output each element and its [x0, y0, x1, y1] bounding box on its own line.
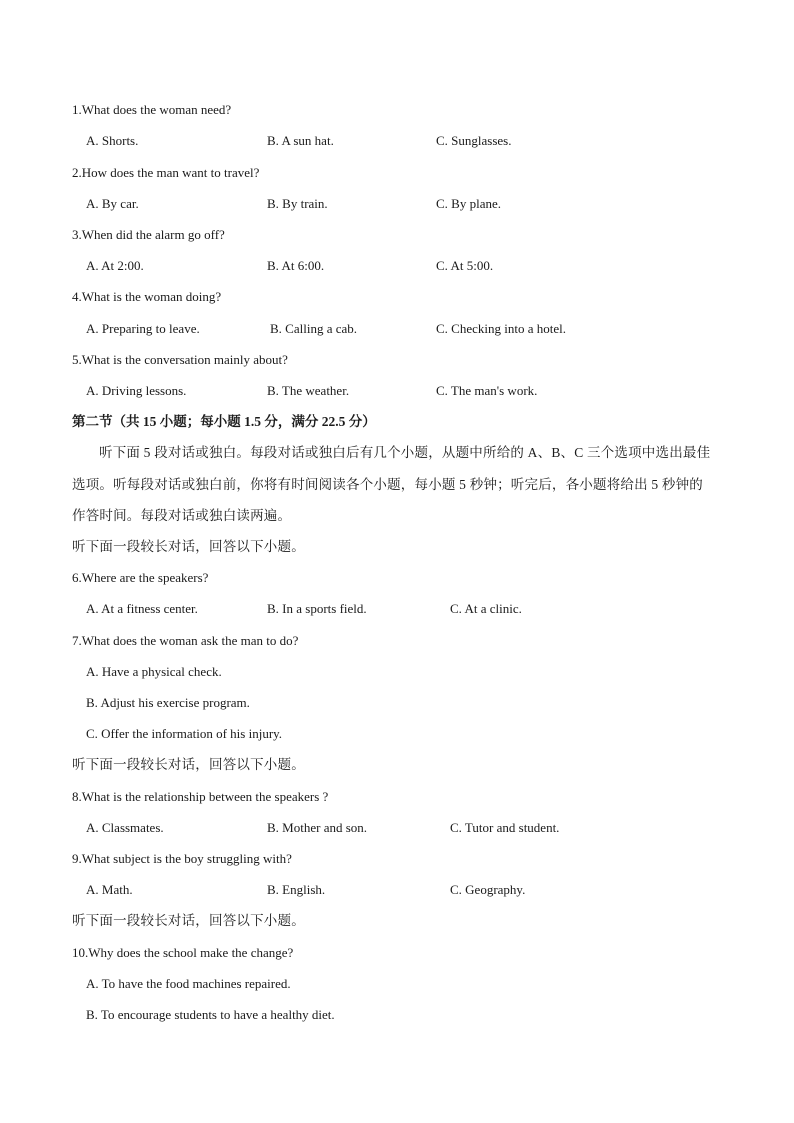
listen-prompt-2: 听下面一段较长对话，回答以下小题。: [72, 757, 305, 772]
q1-option-a: A. Shorts.: [86, 133, 139, 148]
q7-option-c: C. Offer the information of his injury.: [86, 726, 283, 741]
question-7: 7.What does the woman ask the man to do?: [72, 633, 299, 648]
q10-option-b: B. To encourage students to have a healthy diet.: [86, 1007, 335, 1022]
q2-option-a: A. By car.: [86, 196, 139, 211]
instructions-line-3: 作答时间。每段对话或独白读两遍。: [72, 508, 292, 523]
q7-option-b: B. Adjust his exercise program.: [86, 695, 250, 710]
q10-option-a: A. To have the food machines repaired.: [86, 976, 291, 991]
q9-option-c: C. Geography.: [450, 882, 526, 897]
q9-option-a: A. Math.: [86, 882, 133, 897]
instructions-line-1: 听下面 5 段对话或独白。每段对话或独白后有几个小题，从题中所给的 A、B、C 三个选项中选出最佳: [99, 445, 711, 460]
q5-option-a: A. Driving lessons.: [86, 383, 187, 398]
q1-option-b: B. A sun hat.: [267, 133, 334, 148]
q5-option-b: B. The weather.: [267, 383, 350, 398]
q4-option-a: A. Preparing to leave.: [86, 321, 200, 336]
q2-option-c: C. By plane.: [436, 196, 501, 211]
listen-prompt-3: 听下面一段较长对话，回答以下小题。: [72, 913, 305, 928]
instructions-line-2: 选项。听每段对话或独白前，你将有时间阅读各个小题，每小题 5 秒钟；听完后，各小题将给出 5 秒钟的: [72, 477, 703, 492]
q8-option-a: A. Classmates.: [86, 820, 164, 835]
q6-option-a: A. At a fitness center.: [86, 601, 198, 616]
section-2-heading: 第二节（共 15 小题；每小题 1.5 分，满分 22.5 分）: [72, 414, 376, 429]
q3-option-c: C. At 5:00.: [436, 258, 494, 273]
q2-option-b: B. By train.: [267, 196, 328, 211]
question-8: 8.What is the relationship between the speakers ?: [72, 789, 329, 804]
q4-option-b: B. Calling a cab.: [270, 321, 358, 336]
q7-option-a: A. Have a physical check.: [86, 664, 222, 679]
q8-option-c: C. Tutor and student.: [450, 820, 560, 835]
q4-option-c: C. Checking into a hotel.: [436, 321, 566, 336]
q8-option-b: B. Mother and son.: [267, 820, 368, 835]
listen-prompt-1: 听下面一段较长对话，回答以下小题。: [72, 539, 305, 554]
question-4: 4.What is the woman doing?: [72, 289, 222, 304]
question-5: 5.What is the conversation mainly about?: [72, 352, 288, 367]
question-3: 3.When did the alarm go off?: [72, 227, 225, 242]
q3-option-b: B. At 6:00.: [267, 258, 325, 273]
q3-option-a: A. At 2:00.: [86, 258, 144, 273]
q6-option-b: B. In a sports field.: [267, 601, 367, 616]
q1-option-c: C. Sunglasses.: [436, 133, 512, 148]
question-2: 2.How does the man want to travel?: [72, 165, 260, 180]
q5-option-c: C. The man's work.: [436, 383, 538, 398]
q6-option-c: C. At a clinic.: [450, 601, 522, 616]
question-6: 6.Where are the speakers?: [72, 570, 209, 585]
question-1: 1.What does the woman need?: [72, 102, 232, 117]
question-10: 10.Why does the school make the change?: [72, 945, 294, 960]
question-9: 9.What subject is the boy struggling with?: [72, 851, 292, 866]
q9-option-b: B. English.: [267, 882, 326, 897]
